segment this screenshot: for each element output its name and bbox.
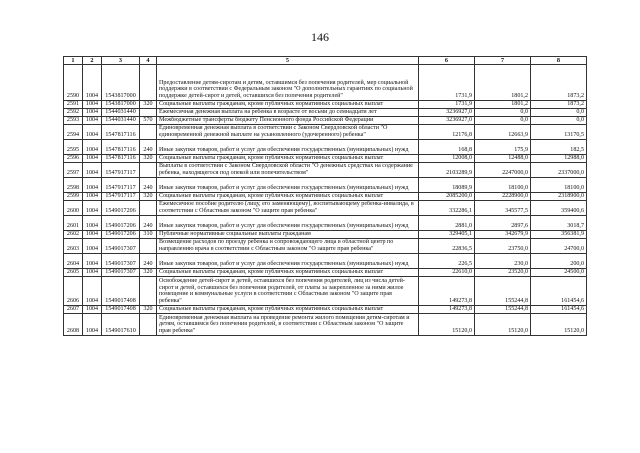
row-section-cell: 1004 — [83, 201, 102, 216]
table-row — [64, 101, 587, 109]
row-value-col8-cell: 1873,2 — [531, 101, 587, 109]
table-row — [64, 109, 587, 117]
row-section-cell: 1004 — [83, 314, 102, 336]
row-value-col6-cell: 1731,9 — [419, 65, 475, 101]
row-value-col6-cell: 168,8 — [419, 140, 475, 155]
column-header: 5 — [157, 57, 419, 65]
row-code-cell: 2592 — [64, 109, 83, 117]
row-expense-type-cell: 320 — [140, 101, 157, 109]
row-code-cell: 2599 — [64, 193, 83, 201]
row-section-cell: 1004 — [83, 216, 102, 231]
row-name-cell: Предоставление детям-сиротам и детям, оставшимся без попечения родителей, мер социальной поддержки в соответствии с Федеральным законом "О дополнительных гарантиях по социальной поддержке детей-сирот и детей, оставшихся без попечения родителей" — [157, 65, 419, 101]
row-name-cell: Ежемесячное пособие родителю (лицу, его заменяющему), воспитывающему ребенка-инвалида, в соответствии с Областным законом "О защите прав ребенка" — [157, 201, 419, 216]
table-row — [64, 65, 587, 101]
row-expense-type-cell: 320 — [140, 269, 157, 277]
row-section-cell: 1004 — [83, 254, 102, 269]
row-name-cell: Единовременная денежная выплата в соответствии с Законом Свердловской области "О единовременной денежной выплате на усыновленного (удочеренного) ребенка" — [157, 125, 419, 140]
table-row — [64, 163, 587, 178]
row-expense-type-cell — [140, 109, 157, 117]
row-target-article-cell: 1549017307 — [102, 269, 140, 277]
row-value-col8-cell: 15120,0 — [531, 314, 587, 336]
row-section-cell: 1004 — [83, 277, 102, 306]
row-value-col7-cell: 175,9 — [475, 140, 531, 155]
row-code-cell: 2608 — [64, 314, 83, 336]
row-expense-type-cell — [140, 65, 157, 101]
budget-table — [63, 56, 587, 336]
row-value-col6-cell: 2103289,9 — [419, 163, 475, 178]
row-code-cell: 2590 — [64, 65, 83, 101]
row-expense-type-cell: 240 — [140, 216, 157, 231]
column-header: 3 — [102, 57, 140, 65]
table-row — [64, 155, 587, 163]
row-name-cell: Межбюджетные трансферты бюджету Пенсионного фонда Российской Федерации — [157, 117, 419, 125]
row-expense-type-cell: 240 — [140, 254, 157, 269]
row-expense-type-cell — [140, 163, 157, 178]
table-row — [64, 117, 587, 125]
row-value-col7-cell: 0,0 — [475, 117, 531, 125]
row-section-cell: 1004 — [83, 269, 102, 277]
table-row — [64, 201, 587, 216]
row-target-article-cell: 1549017206 — [102, 231, 140, 239]
row-value-col6-cell: 12176,8 — [419, 125, 475, 140]
row-code-cell: 2606 — [64, 277, 83, 306]
row-value-col7-cell: 1801,2 — [475, 101, 531, 109]
row-code-cell: 2594 — [64, 125, 83, 140]
row-value-col7-cell: 155244,8 — [475, 306, 531, 314]
row-value-col7-cell: 345577,5 — [475, 201, 531, 216]
row-name-cell: Единовременная денежная выплата на проведение ремонта жилого помещения детям-сиротам и детям, оставшимся без попечения родителей, в соответствии с Областным законом "О защите прав ребенка" — [157, 314, 419, 336]
row-value-col8-cell: 0,0 — [531, 109, 587, 117]
row-target-article-cell: 1549017610 — [102, 314, 140, 336]
row-target-article-cell: 1549017206 — [102, 216, 140, 231]
row-value-col8-cell: 3018,7 — [531, 216, 587, 231]
row-value-col7-cell: 15120,0 — [475, 314, 531, 336]
row-section-cell: 1004 — [83, 101, 102, 109]
row-section-cell: 1004 — [83, 163, 102, 178]
row-section-cell: 1004 — [83, 140, 102, 155]
page-number: 146 — [311, 30, 329, 44]
row-value-col8-cell: 0,0 — [531, 117, 587, 125]
row-value-col7-cell: 12663,9 — [475, 125, 531, 140]
row-value-col6-cell: 18089,9 — [419, 178, 475, 193]
table-row — [64, 314, 587, 336]
row-value-col7-cell: 0,0 — [475, 109, 531, 117]
row-value-col6-cell: 2085200,0 — [419, 193, 475, 201]
row-target-article-cell: 1543817000 — [102, 65, 140, 101]
row-value-col7-cell: 18100,0 — [475, 178, 531, 193]
row-value-col6-cell: 149273,8 — [419, 306, 475, 314]
row-target-article-cell: 1549017408 — [102, 306, 140, 314]
row-value-col7-cell: 2247000,0 — [475, 163, 531, 178]
row-expense-type-cell — [140, 277, 157, 306]
row-value-col6-cell: 12008,0 — [419, 155, 475, 163]
table-row — [64, 239, 587, 254]
row-name-cell: Иные закупки товаров, работ и услуг для обеспечения государственных (муниципальных) нужд — [157, 254, 419, 269]
row-expense-type-cell — [140, 201, 157, 216]
row-name-cell: Возмещение расходов по проезду ребенка и сопровождающего лица в областной центр по направлению врача в соответствии с Областным законом "О защите прав ребенка" — [157, 239, 419, 254]
row-value-col8-cell: 2337000,0 — [531, 163, 587, 178]
row-target-article-cell: 1544031440 — [102, 109, 140, 117]
row-expense-type-cell: 240 — [140, 178, 157, 193]
row-value-col8-cell: 161454,6 — [531, 306, 587, 314]
row-target-article-cell: 1547817116 — [102, 140, 140, 155]
table-row — [64, 216, 587, 231]
row-section-cell: 1004 — [83, 231, 102, 239]
row-expense-type-cell: 320 — [140, 155, 157, 163]
row-code-cell: 2602 — [64, 231, 83, 239]
row-value-col6-cell: 226,5 — [419, 254, 475, 269]
row-target-article-cell: 1547917117 — [102, 163, 140, 178]
row-expense-type-cell — [140, 125, 157, 140]
row-value-col6-cell: 149273,8 — [419, 277, 475, 306]
row-value-col8-cell: 2318900,0 — [531, 193, 587, 201]
row-value-col8-cell: 161454,6 — [531, 277, 587, 306]
table-row — [64, 125, 587, 140]
row-target-article-cell: 1543817000 — [102, 101, 140, 109]
row-code-cell: 2595 — [64, 140, 83, 155]
table-row — [64, 140, 587, 155]
row-value-col6-cell: 329405,1 — [419, 231, 475, 239]
row-name-cell: Иные закупки товаров, работ и услуг для обеспечения государственных (муниципальных) нужд — [157, 178, 419, 193]
row-value-col8-cell: 24700,0 — [531, 239, 587, 254]
row-section-cell: 1004 — [83, 239, 102, 254]
row-name-cell: Иные закупки товаров, работ и услуг для обеспечения государственных (муниципальных) нужд — [157, 216, 419, 231]
row-value-col7-cell: 23750,0 — [475, 239, 531, 254]
row-section-cell: 1004 — [83, 306, 102, 314]
row-value-col6-cell: 3236927,0 — [419, 109, 475, 117]
row-value-col8-cell: 1873,2 — [531, 65, 587, 101]
row-value-col7-cell: 155244,8 — [475, 277, 531, 306]
row-name-cell: Социальные выплаты гражданам, кроме публичных нормативных социальных выплат — [157, 193, 419, 201]
row-name-cell: Социальные выплаты гражданам, кроме публичных нормативных социальных выплат — [157, 155, 419, 163]
row-value-col8-cell: 182,5 — [531, 140, 587, 155]
row-code-cell: 2601 — [64, 216, 83, 231]
row-value-col8-cell: 13170,5 — [531, 125, 587, 140]
row-expense-type-cell: 310 — [140, 231, 157, 239]
row-code-cell: 2598 — [64, 178, 83, 193]
table-row — [64, 269, 587, 277]
row-target-article-cell: 1549017307 — [102, 239, 140, 254]
row-value-col7-cell: 230,0 — [475, 254, 531, 269]
row-expense-type-cell: 320 — [140, 306, 157, 314]
row-target-article-cell: 1549017307 — [102, 254, 140, 269]
row-section-cell: 1004 — [83, 178, 102, 193]
row-name-cell: Иные закупки товаров, работ и услуг для обеспечения государственных (муниципальных) нужд — [157, 140, 419, 155]
row-target-article-cell: 1547917117 — [102, 178, 140, 193]
row-section-cell: 1004 — [83, 65, 102, 101]
row-target-article-cell: 1549017408 — [102, 277, 140, 306]
row-code-cell: 2591 — [64, 101, 83, 109]
row-code-cell: 2597 — [64, 163, 83, 178]
row-value-col6-cell: 2881,0 — [419, 216, 475, 231]
row-expense-type-cell — [140, 314, 157, 336]
row-value-col7-cell: 1801,2 — [475, 65, 531, 101]
row-name-cell: Ежемесячная денежная выплата на ребенка в возрасте от восьми до семнадцати лет — [157, 109, 419, 117]
row-target-article-cell: 1544031440 — [102, 117, 140, 125]
row-name-cell: Выплаты в соответствии с Законом Свердловской области "О денежных средствах на содержание ребенка, находящегося под опекой или попечительством" — [157, 163, 419, 178]
row-value-col6-cell: 332286,1 — [419, 201, 475, 216]
row-code-cell: 2600 — [64, 201, 83, 216]
table-row — [64, 178, 587, 193]
row-code-cell: 2603 — [64, 239, 83, 254]
row-value-col6-cell: 1731,9 — [419, 101, 475, 109]
table-row — [64, 193, 587, 201]
row-value-col8-cell: 12988,0 — [531, 155, 587, 163]
column-header: 1 — [64, 57, 83, 65]
row-expense-type-cell: 240 — [140, 140, 157, 155]
row-value-col7-cell: 23520,0 — [475, 269, 531, 277]
row-value-col7-cell: 2897,6 — [475, 216, 531, 231]
row-name-cell: Публичные нормативные социальные выплаты гражданам — [157, 231, 419, 239]
table-row — [64, 231, 587, 239]
row-code-cell: 2604 — [64, 254, 83, 269]
row-code-cell: 2607 — [64, 306, 83, 314]
table-row — [64, 277, 587, 306]
header-row — [64, 57, 587, 65]
row-section-cell: 1004 — [83, 125, 102, 140]
row-value-col7-cell: 12488,0 — [475, 155, 531, 163]
column-header: 8 — [531, 57, 587, 65]
row-target-article-cell: 1549017206 — [102, 201, 140, 216]
row-section-cell: 1004 — [83, 155, 102, 163]
row-code-cell: 2596 — [64, 155, 83, 163]
row-expense-type-cell: 570 — [140, 117, 157, 125]
column-header: 2 — [83, 57, 102, 65]
row-name-cell: Освобождение детей-сирот и детей, оставшихся без попечения родителей, лиц из числа детей-сирот и детей, оставшихся без попечения родителей, от платы за закрепленное за ними жилое помещение и коммунальные услуги в соответствии с Областным законом "О защите прав ребенка" — [157, 277, 419, 306]
column-header: 4 — [140, 57, 157, 65]
row-section-cell: 1004 — [83, 193, 102, 201]
row-expense-type-cell: 320 — [140, 193, 157, 201]
row-value-col6-cell: 3236927,0 — [419, 117, 475, 125]
row-target-article-cell: 1547917117 — [102, 193, 140, 201]
table-row — [64, 254, 587, 269]
table-row — [64, 306, 587, 314]
row-section-cell: 1004 — [83, 117, 102, 125]
row-value-col6-cell: 22610,0 — [419, 269, 475, 277]
row-value-col6-cell: 15120,0 — [419, 314, 475, 336]
row-section-cell: 1004 — [83, 109, 102, 117]
column-header: 7 — [475, 57, 531, 65]
row-value-col6-cell: 22836,5 — [419, 239, 475, 254]
row-name-cell: Социальные выплаты гражданам, кроме публичных нормативных социальных выплат — [157, 306, 419, 314]
column-header: 6 — [419, 57, 475, 65]
row-value-col8-cell: 356381,9 — [531, 231, 587, 239]
row-target-article-cell: 1547817116 — [102, 155, 140, 163]
row-value-col8-cell: 200,0 — [531, 254, 587, 269]
row-code-cell: 2593 — [64, 117, 83, 125]
row-value-col8-cell: 359400,6 — [531, 201, 587, 216]
row-value-col8-cell: 18100,0 — [531, 178, 587, 193]
row-target-article-cell: 1547817116 — [102, 125, 140, 140]
row-value-col8-cell: 24500,0 — [531, 269, 587, 277]
row-value-col7-cell: 342679,9 — [475, 231, 531, 239]
row-code-cell: 2605 — [64, 269, 83, 277]
row-name-cell: Социальные выплаты гражданам, кроме публичных нормативных социальных выплат — [157, 269, 419, 277]
row-expense-type-cell — [140, 239, 157, 254]
row-value-col7-cell: 2228900,0 — [475, 193, 531, 201]
row-name-cell: Социальные выплаты гражданам, кроме публичных нормативных социальных выплат — [157, 101, 419, 109]
